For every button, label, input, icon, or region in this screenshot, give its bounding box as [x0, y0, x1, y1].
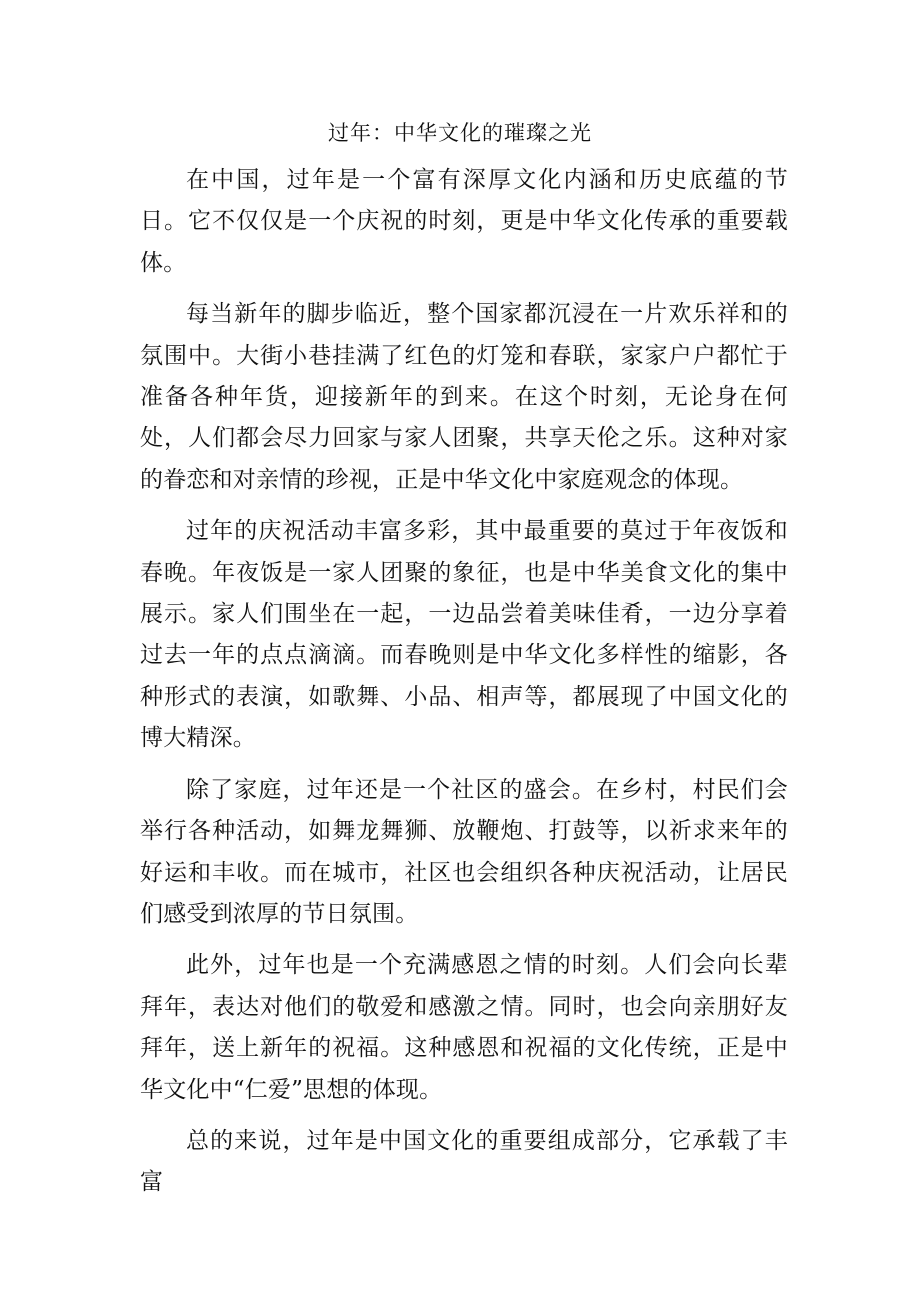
paragraph-5: 此外，过年也是一个充满感恩之情的时刻。人们会向长辈拜年，表达对他们的敬爱和感激之情。同时，也会向亲朋好友拜年，送上新年的祝福。这种感恩和祝福的文化传统，正是中华文化中“仁爱”思想的体现。 — [140, 952, 788, 1103]
paragraph-3: 过年的庆祝活动丰富多彩，其中最重要的莫过于年夜饭和春晚。年夜饭是一家人团聚的象征，也是中华美食文化的集中展示。家人们围坐在一起，一边品尝着美味佳肴，一边分享着过去一年的点点滴滴。而春晚则是中华文化多样性的缩影，各种形式的表演，如歌舞、小品、相声等，都展现了中国文化的博大精深。 — [140, 518, 788, 752]
paragraph-6: 总的来说，过年是中国文化的重要组成部分，它承载了丰富 — [140, 1127, 788, 1196]
paragraph-4: 除了家庭，过年还是一个社区的盛会。在乡村，村民们会举行各种活动，如舞龙舞狮、放鞭炮、打鼓等，以祈求来年的好运和丰收。而在城市，社区也会组织各种庆祝活动，让居民们感受到浓厚的节日氛围。 — [140, 776, 788, 927]
paragraph-2: 每当新年的脚步临近，整个国家都沉浸在一片欢乐祥和的氛围中。大街小巷挂满了红色的灯笼和春联，家家户户都忙于准备各种年货，迎接新年的到来。在这个时刻，无论身在何处，人们都会尽力回家与家人团聚，共享天伦之乐。这种对家的眷恋和对亲情的珍视，正是中华文化中家庭观念的体现。 — [140, 301, 788, 493]
paragraph-1: 在中国，过年是一个富有深厚文化内涵和历史底蕴的节日。它不仅仅是一个庆祝的时刻，更是中华文化传承的重要载体。 — [140, 167, 788, 276]
document-body — [140, 160, 788, 1204]
document-title: 过年：中华文化的璀璨之光 — [328, 121, 592, 145]
